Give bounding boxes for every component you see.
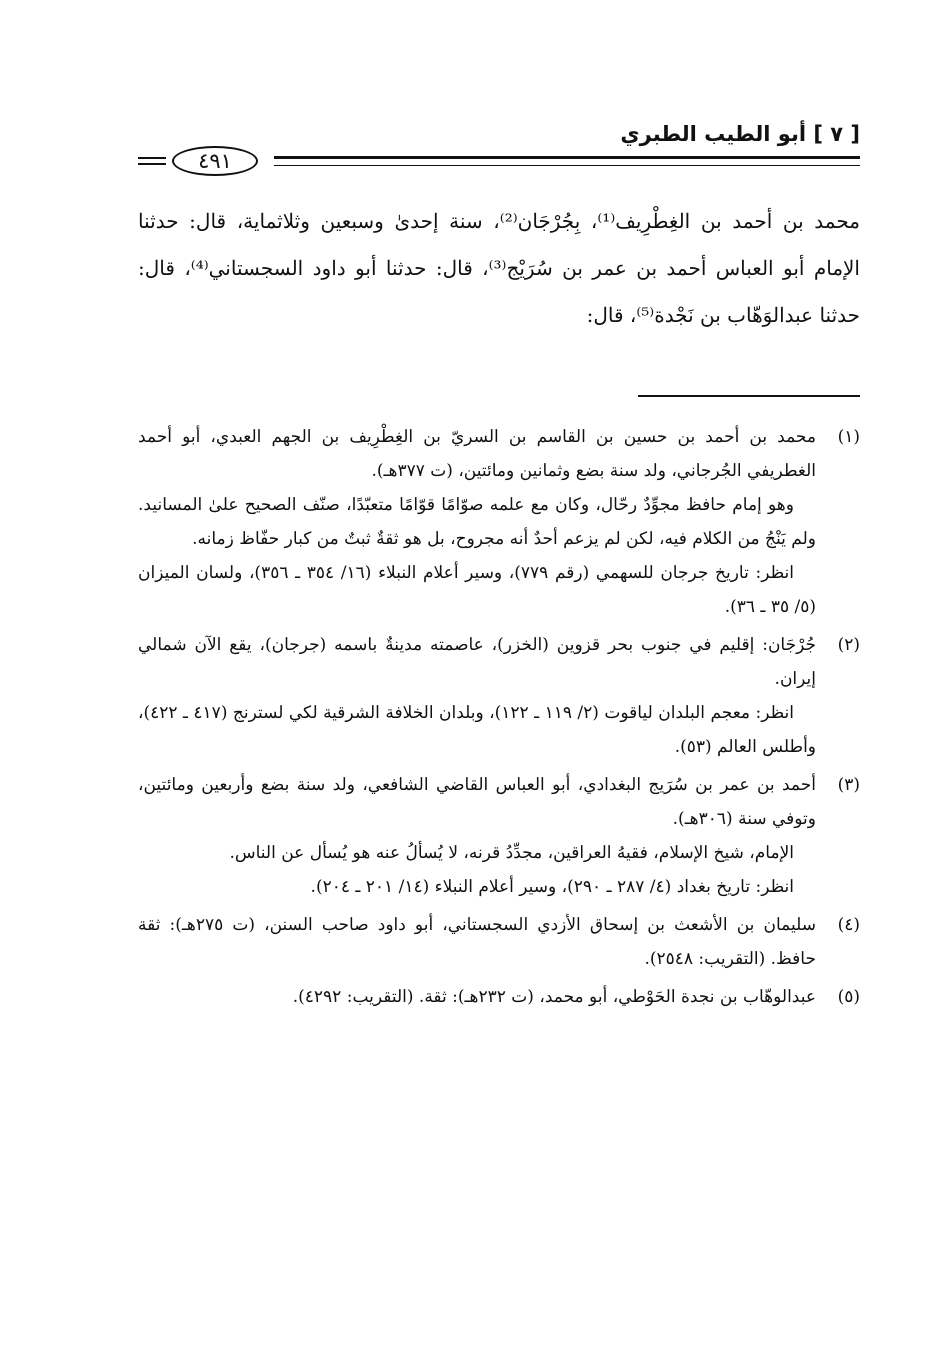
header-rule (274, 156, 860, 166)
footnotes (138, 420, 860, 1018)
footnote-text: عبدالوهّاب بن نجدة الحَوْطي، أبو محمد، (ت ٢٣٢هـ): ثقة. (التقريب: ٤٢٩٢). (292, 987, 816, 1007)
page-number: ٤٩١ (172, 146, 258, 176)
running-head: [ ٧ ] أبو الطيب الطبري (620, 122, 860, 146)
footnote-item (138, 908, 860, 976)
footnote-continuation: انظر: تاريخ بغداد (٤/ ٢٨٧ ـ ٢٩٠)، وسير أعلام النبلاء (١٤/ ٢٠١ ـ ٢٠٤). (310, 877, 794, 897)
footnote-number: (٣) (837, 775, 860, 795)
header-rule-short (138, 157, 166, 165)
footnote-continuation: الإمام، شيخ الإسلام، فقيهُ العراقين، مجدِّدُ قرنه، لا يُسألُ عنه هو يُسأل عن الناس. (229, 843, 794, 863)
footnote-item (138, 420, 860, 624)
footnote-text: جُرْجَان: إقليم في جنوب بحر قزوين (الخزر)، عاصمته مدينةٌ باسمه (جرجان)، يقع الآن شمالي إيران. (138, 635, 817, 689)
footnote-item (138, 980, 860, 1014)
footnote-number: (٢) (837, 635, 860, 655)
footnote-continuation: وهو إمام حافظ مجوِّدٌ رحّال، وكان مع علمه صوّامًا قوّامًا متعبّدًا، صنّف الصحيح علىٰ المسانيد. ولم يَنْجُ من الكلام فيه، لكن لم يزعم أحدٌ أنه مجروح، بل هو ثقةٌ ثبتٌ من كبار حفّاظ زمانه. (138, 495, 816, 549)
footnote-separator (638, 395, 860, 397)
footnote-continuation: انظر: تاريخ جرجان للسهمي (رقم ٧٧٩)، وسير أعلام النبلاء (١٦/ ٣٥٤ ـ ٣٥٦)، ولسان الميزان (٥/ ٣٥ ـ ٣٦). (138, 563, 816, 617)
footnote-number: (٤) (837, 915, 860, 935)
footnote-item (138, 768, 860, 904)
main-text (138, 198, 860, 339)
footnote-text: سليمان بن الأشعث بن إسحاق الأزدي السجستاني، أبو داود صاحب السنن، (ت ٢٧٥هـ): ثقة حافظ. (التقريب: ٢٥٤٨). (138, 915, 816, 969)
footnote-item (138, 628, 860, 764)
footnote-number: (٥) (837, 987, 860, 1007)
footnote-continuation: انظر: معجم البلدان لياقوت (٢/ ١١٩ ـ ١٢٢)، وبلدان الخلافة الشرقية لكي لسترنج (٤١٧ ـ ٤٢٢)، وأطلس العالم (٥٣). (138, 703, 816, 757)
page-header (138, 120, 860, 172)
main-paragraph: محمد بن أحمد بن الغِطْرِيف⁽¹⁾، بِجُرْجَان⁽²⁾، سنة إحدىٰ وسبعين وثلاثماية، قال: حدثنا الإمام أبو العباس أحمد بن عمر بن سُرَيْج⁽³⁾، قال: حدثنا أبو داود السجستاني⁽⁴⁾، قال: حدثنا عبدالوَهّاب بن نَجْدة⁽⁵⁾، قال: (138, 209, 860, 327)
footnote-text: أحمد بن عمر بن سُرَيج البغدادي، أبو العباس القاضي الشافعي، ولد سنة بضع وأربعين ومائتين، وتوفي سنة (٣٠٦هـ). (138, 775, 816, 829)
footnote-text: محمد بن أحمد بن حسين بن القاسم بن السريّ بن الغِطْرِيف بن الجهم العبدي، أبو أحمد الغطريفي الجُرجاني، ولد سنة بضع وثمانين ومائتين، (ت ٣٧٧هـ). (138, 427, 816, 481)
footnote-number: (١) (837, 427, 860, 447)
